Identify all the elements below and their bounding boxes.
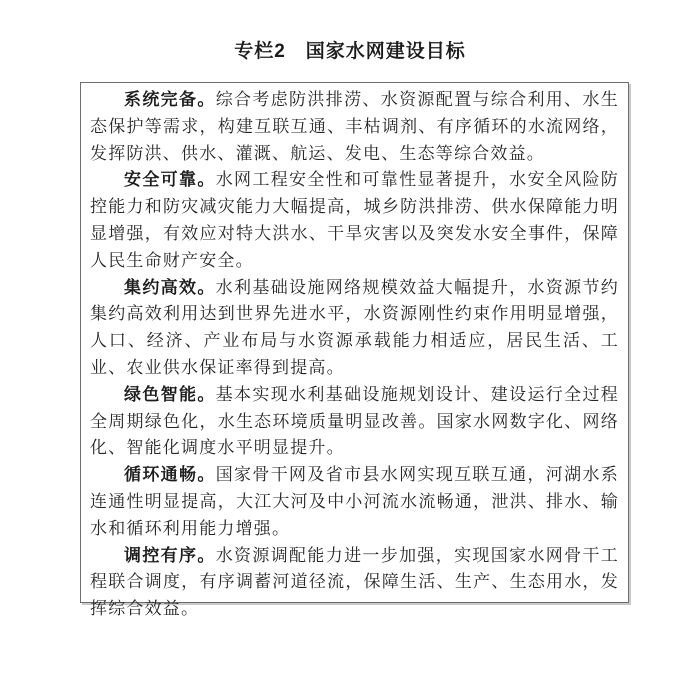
goal-term: 安全可靠。 [124, 170, 216, 190]
goals-panel [80, 82, 629, 619]
goal-description: 综合考虑防洪排涝、水资源配置与综合利用、水生态保护等需求，构建互联互通、丰枯调剂、有序循环的水流网络，发挥防洪、供水、灌溉、航运、发电、生态等综合效益。 [90, 90, 620, 163]
goal-paragraph-system-completeness [90, 87, 619, 167]
goal-paragraph-safety-reliability [90, 167, 619, 274]
goal-paragraph-intensive-efficiency [90, 275, 619, 382]
goal-description: 国家骨干网及省市县水网实现互联互通，河湖水系连通性明显提高，大江大河及中小河流水流畅通，泄洪、排水、输水和循环利用能力增强。 [90, 465, 620, 538]
goal-term: 循环通畅。 [124, 465, 216, 485]
goal-term: 集约高效。 [124, 277, 216, 297]
goal-description: 水资源调配能力进一步加强，实现国家水网骨干工程联合调度，有序调蓄河道径流，保障生活、生产、生态用水，发挥综合效益。 [90, 545, 620, 619]
goal-paragraph-smooth-circulation [90, 462, 619, 542]
panel-title: 专栏2 国家水网建设目标 [234, 41, 466, 62]
goal-term: 系统完备。 [124, 90, 216, 109]
goal-description: 水利基础设施网络规模效益大幅提升，水资源节约集约高效利用达到世界先进水平，水资源刚性约束作用明显增强，人口、经济、产业布局与水资源承载能力相适应，居民生活、工业、农业供水保证率得到提高。 [90, 277, 620, 377]
goal-paragraph-orderly-regulation [90, 543, 619, 623]
goal-paragraph-green-intelligence [90, 382, 619, 462]
goal-description: 基本实现水利基础设施规划设计、建设运行全过程全周期绿色化，水生态环境质量明显改善。国家水网数字化、网络化、智能化调度水平明显提升。 [90, 384, 620, 458]
goal-term: 绿色智能。 [124, 384, 216, 404]
goal-description: 水网工程安全性和可靠性显著提升，水安全风险防控能力和防灾减灾能力大幅提高，城乡防洪排涝、供水保障能力明显增强，有效应对特大洪水、干旱灾害以及突发水安全事件，保障人民生命财产安全。 [90, 170, 620, 270]
goal-term: 调控有序。 [124, 545, 216, 565]
